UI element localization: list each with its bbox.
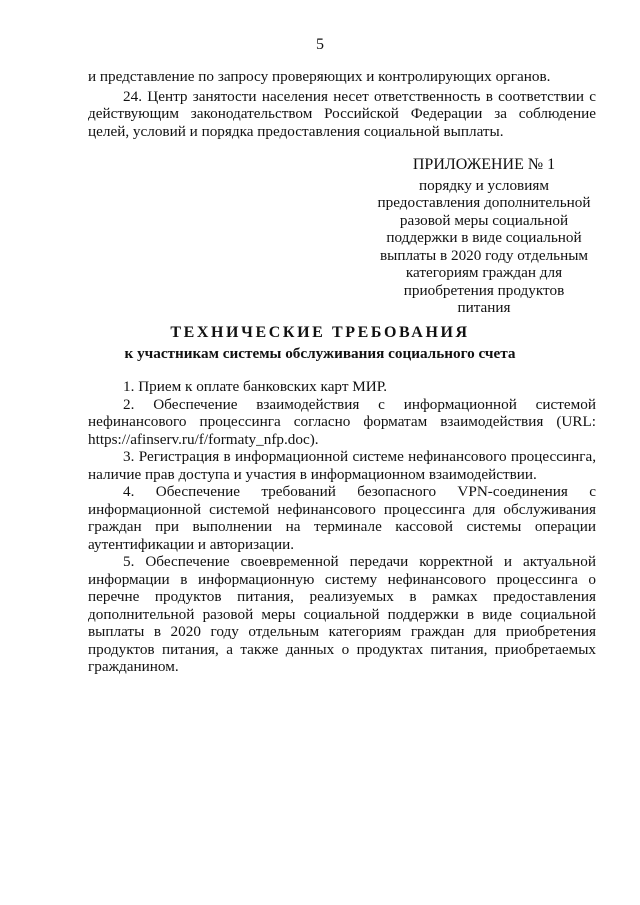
appendix-line: выплаты в 2020 году отдельным xyxy=(379,246,589,264)
appendix-line: категориям граждан для xyxy=(405,264,563,281)
requirements-list xyxy=(88,378,596,676)
appendix-line: поддержки в виде социальной xyxy=(386,229,582,246)
requirement-item-1: 1. Прием к оплате банковских карт МИР. xyxy=(123,378,388,395)
appendix-title: ПРИЛОЖЕНИЕ № 1 xyxy=(412,156,556,173)
intro-block xyxy=(88,68,596,140)
appendix-heading xyxy=(368,156,600,317)
requirement-item-5: 5. Обеспечение своевременной передачи корректной и актуальной информации в информационную систему нефинансового процессинга о перечне продуктов питания, реализуемых в рамках предоставления дополнительной разовой меры социальной поддержки в виде социальной выплаты в 2020 году отдельным категориям граждан для приобретения продуктов питания, а также данных о продуктах питания, приобретаемых гражданином. xyxy=(88,553,596,675)
appendix-line: предоставления дополнительной xyxy=(377,194,591,211)
appendix-line: разовой меры социальной xyxy=(399,211,569,229)
appendix-line: порядку и условиям xyxy=(419,176,549,194)
appendix-line: питания xyxy=(457,299,511,316)
section-subtitle: к участникам системы обслуживания социального счета xyxy=(124,345,516,362)
intro-continuation: и представление по запросу проверяющих и контролирующих органов. xyxy=(88,68,551,85)
appendix-line: приобретения продуктов xyxy=(403,281,565,299)
section-title: ТЕХНИЧЕСКИЕ ТРЕБОВАНИЯ xyxy=(170,324,470,341)
requirement-item-3: 3. Регистрация в информационной системе нефинансового процессинга, наличие прав доступа и участия в информационном взаимодействии. xyxy=(88,448,596,483)
item-24: 24. Центр занятости населения несет ответственность в соответствии с действующим законодательством Российской Федерации за соблюдение целей, условий и порядка предоставления социальной выплаты. xyxy=(88,87,596,140)
page-number: 5 xyxy=(316,36,324,53)
requirement-item-4: 4. Обеспечение требований безопасного VPN-соединения с информационной системой нефинансового процессинга для обслуживания граждан при выполнении на терминале кассовой системы операции аутентификации и авторизации. xyxy=(88,483,596,553)
requirement-item-2: 2. Обеспечение взаимодействия с информационной системой нефинансового процессинга согласно форматам взаимодействия (URL: https://afinserv.ru/f/formaty_nfp.doc). xyxy=(88,395,596,448)
